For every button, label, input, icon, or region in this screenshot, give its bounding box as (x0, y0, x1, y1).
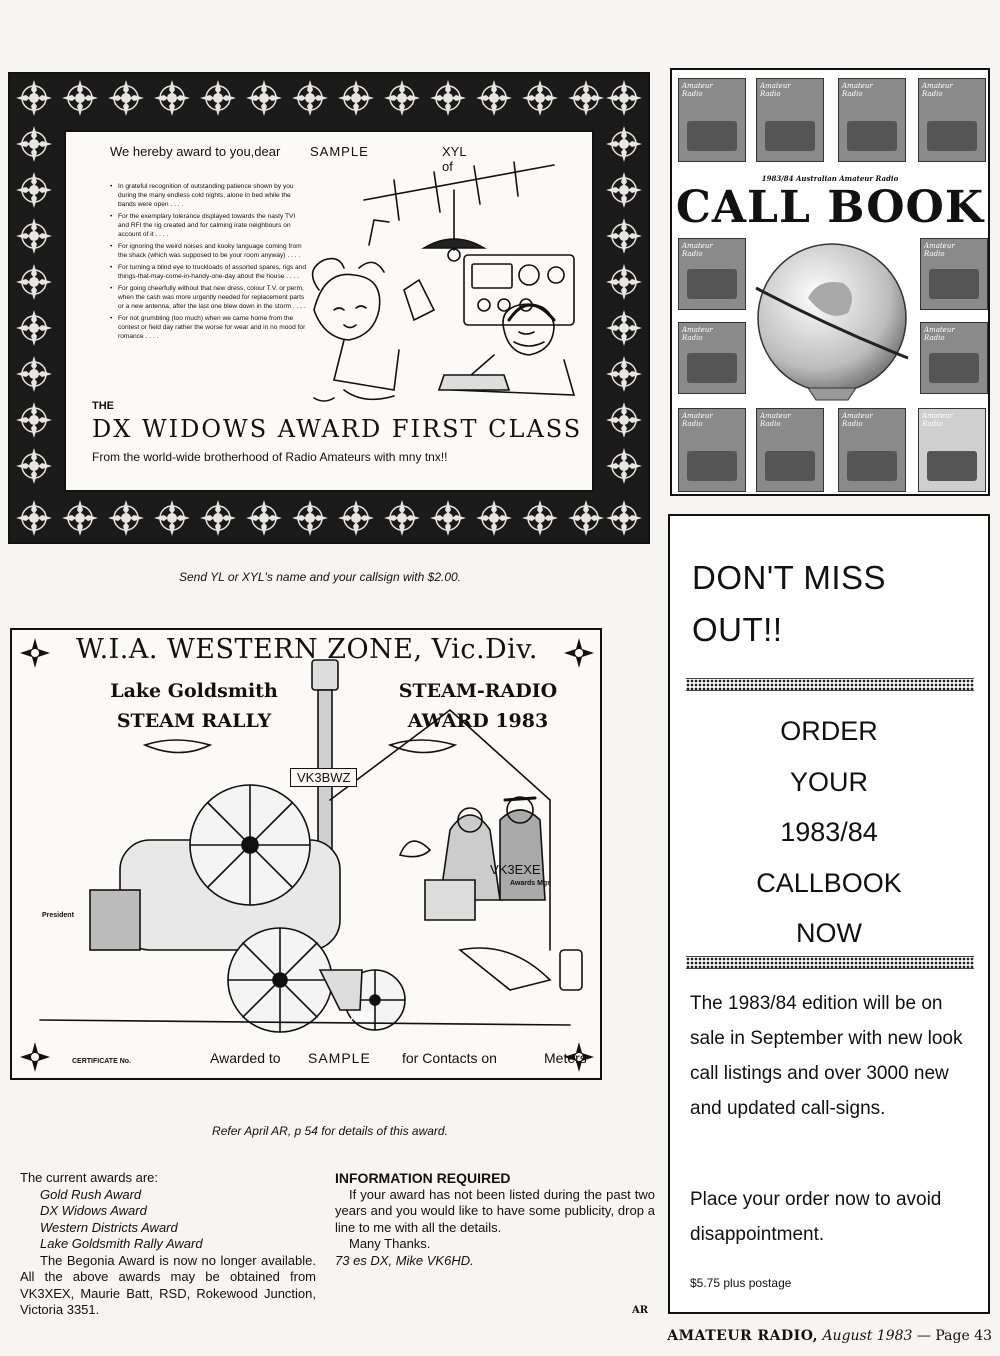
awardee-name: SAMPLE (308, 1050, 371, 1066)
recipient-name: SAMPLE (310, 144, 369, 159)
awards-note: The Begonia Award is now no longer available. All the above awards may be obtained from VK3XEX, Maurie Batt, RSD, Rokewood Junction, Victoria 3351. (20, 1252, 316, 1317)
ar-end-mark: AR (632, 1305, 649, 1316)
wia-steam-radio-certificate (10, 628, 602, 1080)
order-line: 1983/84 (780, 817, 878, 847)
radio-equipment (464, 255, 574, 325)
headline-line-1: DON'T MISS (692, 559, 887, 596)
awards-manager-callsign: VK3EXE (490, 862, 541, 877)
magazine-thumbnail (678, 322, 746, 394)
awards-intro: The current awards are: (20, 1170, 159, 1185)
awards-manager-label: Awards Mgr. (510, 880, 552, 887)
hanging-lamp (424, 239, 484, 248)
dx-widows-caption: Send YL or XYL's name and your callsign with $2.00. (178, 570, 462, 584)
info-thanks: Many Thanks. (349, 1236, 431, 1251)
award-list-item: Lake Goldsmith Rally Award (40, 1236, 203, 1251)
award-name (368, 676, 588, 736)
reason-item: • For ignoring the weird noises and kooky language coming from the shack (which was supposed to be your room anyway) . . . . (118, 242, 308, 260)
thumbnail-label: Amateur Radio (682, 242, 713, 258)
dx-widows-certificate (8, 72, 650, 544)
reason-item: • For the exemplary tolerance displayed towards the nasty TVI and RFI the rig created and for calming irate neighbours on account of it . . . . (118, 212, 308, 239)
callbook-cover (670, 68, 990, 496)
cab (90, 890, 140, 950)
globe-icon (748, 238, 916, 406)
certificate-number-label: CERTIFICATE No. (72, 1058, 131, 1065)
ad-headline (692, 552, 886, 656)
scroll-ornament-left (145, 740, 210, 753)
issue-date: August 1983 (822, 1328, 913, 1344)
radio-box (425, 880, 475, 920)
thumbnail-label: Amateur Radio (924, 242, 955, 258)
cable (369, 220, 389, 245)
page-footer (646, 1328, 992, 1344)
magazine-thumbnail (678, 408, 746, 492)
order-block (670, 706, 988, 959)
radio-shack-illustration (304, 160, 584, 405)
current-awards-column (20, 1170, 316, 1319)
reasons-list (110, 182, 308, 344)
thumbnail-label: Amateur Radio (682, 82, 713, 98)
order-line: ORDER (780, 716, 878, 746)
info-heading: INFORMATION REQUIRED (335, 1170, 511, 1186)
order-line: CALLBOOK (756, 867, 902, 898)
magazine-thumbnail (678, 238, 746, 310)
operator-face (514, 332, 544, 346)
award-title: DX WIDOWS AWARD FIRST CLASS (92, 415, 583, 443)
reason-item: • For going cheerfully without that new dress, colour T.V. or perm, when the cash was more urgently needed for replacement parts or a new antenna, after the last one blew down in the storm . . . . (118, 284, 308, 311)
xyl-of-label: XYL of (442, 144, 467, 174)
magazine-thumbnail (918, 408, 986, 492)
certificate-panel (64, 130, 594, 492)
magazine-name: AMATEUR RADIO, (667, 1328, 818, 1344)
for-contacts-label: for Contacts on (402, 1050, 497, 1066)
cat (314, 390, 394, 401)
president-label: President (42, 912, 74, 919)
dotted-divider (686, 956, 974, 969)
callbook-title: CALL BOOK (675, 182, 985, 233)
info-signoff: 73 es DX, Mike VK6HD. (335, 1252, 474, 1268)
order-line: NOW (796, 918, 862, 948)
callbook-order-ad (668, 514, 990, 1314)
antenna-boom (364, 165, 554, 200)
the-label: THE (92, 400, 114, 412)
info-body: If your award has not been listed during the past two years and you would like to have some publicity, drop a line to me with all the details. (335, 1186, 655, 1235)
thumbnail-label: Amateur Radio (842, 412, 873, 428)
woman-face (334, 306, 366, 328)
page-number: — Page 43 (916, 1328, 992, 1344)
border-flowers-bottom (16, 500, 642, 536)
thumbnail-label: Amateur Radio (682, 412, 713, 428)
awarded-to-label: Awarded to (210, 1050, 281, 1066)
magazine-thumbnail (838, 408, 906, 492)
thumbnail-label: Amateur Radio (922, 82, 953, 98)
wia-title: W.I.A. WESTERN ZONE, Vic.Div. (76, 634, 538, 665)
reason-item: • For turning a blind eye to truckloads of assorted spares, rigs and things-that-may-come-in-handy-one-day about the house . . . . (118, 263, 308, 281)
dog (460, 948, 550, 990)
magazine-thumbnail (920, 238, 988, 310)
ad-body-text: The 1983/84 edition will be on sale in September with new look call listings and over 3000 new and updated call-signs. (690, 993, 963, 1119)
scroll-ornament-right (390, 740, 455, 753)
gramophone-horn (400, 841, 430, 857)
president-callsign: VK3BWZ (290, 768, 357, 787)
ad-price: $5.75 plus postage (690, 1276, 792, 1290)
dotted-divider (686, 678, 974, 691)
magazine-thumbnail (678, 78, 746, 162)
award-list-item: DX Widows Award (40, 1203, 147, 1218)
award-list-item: Gold Rush Award (40, 1186, 142, 1202)
morse-key (439, 375, 509, 390)
award-name-line-2: AWARD 1983 (407, 710, 549, 732)
award-intro: We hereby award to you,dear (110, 144, 281, 159)
thumbnail-label: Amateur Radio (842, 82, 873, 98)
magazine-thumbnail (838, 78, 906, 162)
magazine-thumbnail (920, 322, 988, 394)
rally-name-line-1: Lake Goldsmith (110, 680, 278, 702)
callbook-edition: 1983/84 Australian Amateur Radio (761, 174, 899, 183)
wia-caption: Refer April AR, p 54 for details of this award. (212, 1124, 448, 1138)
thumbnail-label: Amateur Radio (922, 412, 953, 428)
information-required-column (335, 1170, 655, 1269)
award-intro-line (110, 144, 467, 174)
reason-item: • In grateful recognition of outstanding patience shown by you during the many endless cold nights, alone in bed while the bands were open . . . . (118, 182, 308, 209)
woman-body (334, 340, 399, 390)
award-list-item: Western Districts Award (40, 1219, 178, 1235)
photo-frame (404, 280, 434, 320)
magazine-thumbnail (756, 408, 824, 492)
bucket-label: XXX (350, 1009, 375, 1023)
thumbnail-label: Amateur Radio (760, 412, 791, 428)
thumbnail-label: Amateur Radio (682, 326, 713, 342)
barrel (560, 950, 582, 990)
order-line: YOUR (789, 766, 868, 797)
woman-head (314, 274, 380, 340)
award-subtitle: From the world-wide brotherhood of Radio Amateurs with mny tnx!! (92, 450, 448, 464)
meters-label: Meters (544, 1050, 587, 1066)
border-flowers-top (16, 80, 642, 116)
thumbnail-label: Amateur Radio (760, 82, 791, 98)
award-name-line-1: STEAM-RADIO (398, 680, 558, 702)
rally-name-line-2: STEAM RALLY (116, 710, 272, 732)
rally-name (84, 676, 304, 736)
magazine-thumbnail (918, 78, 986, 162)
ad-place-order: Place your order now to avoid disappointment. (690, 1189, 942, 1245)
reason-item: • For not grumbling (too much) when we came home from the contest or field day rather the worse for wear and in no mood for romance . . . . (118, 314, 308, 341)
magazine-thumbnail (756, 78, 824, 162)
headline-line-2: OUT!! (692, 611, 783, 648)
thumbnail-label: Amateur Radio (924, 326, 955, 342)
